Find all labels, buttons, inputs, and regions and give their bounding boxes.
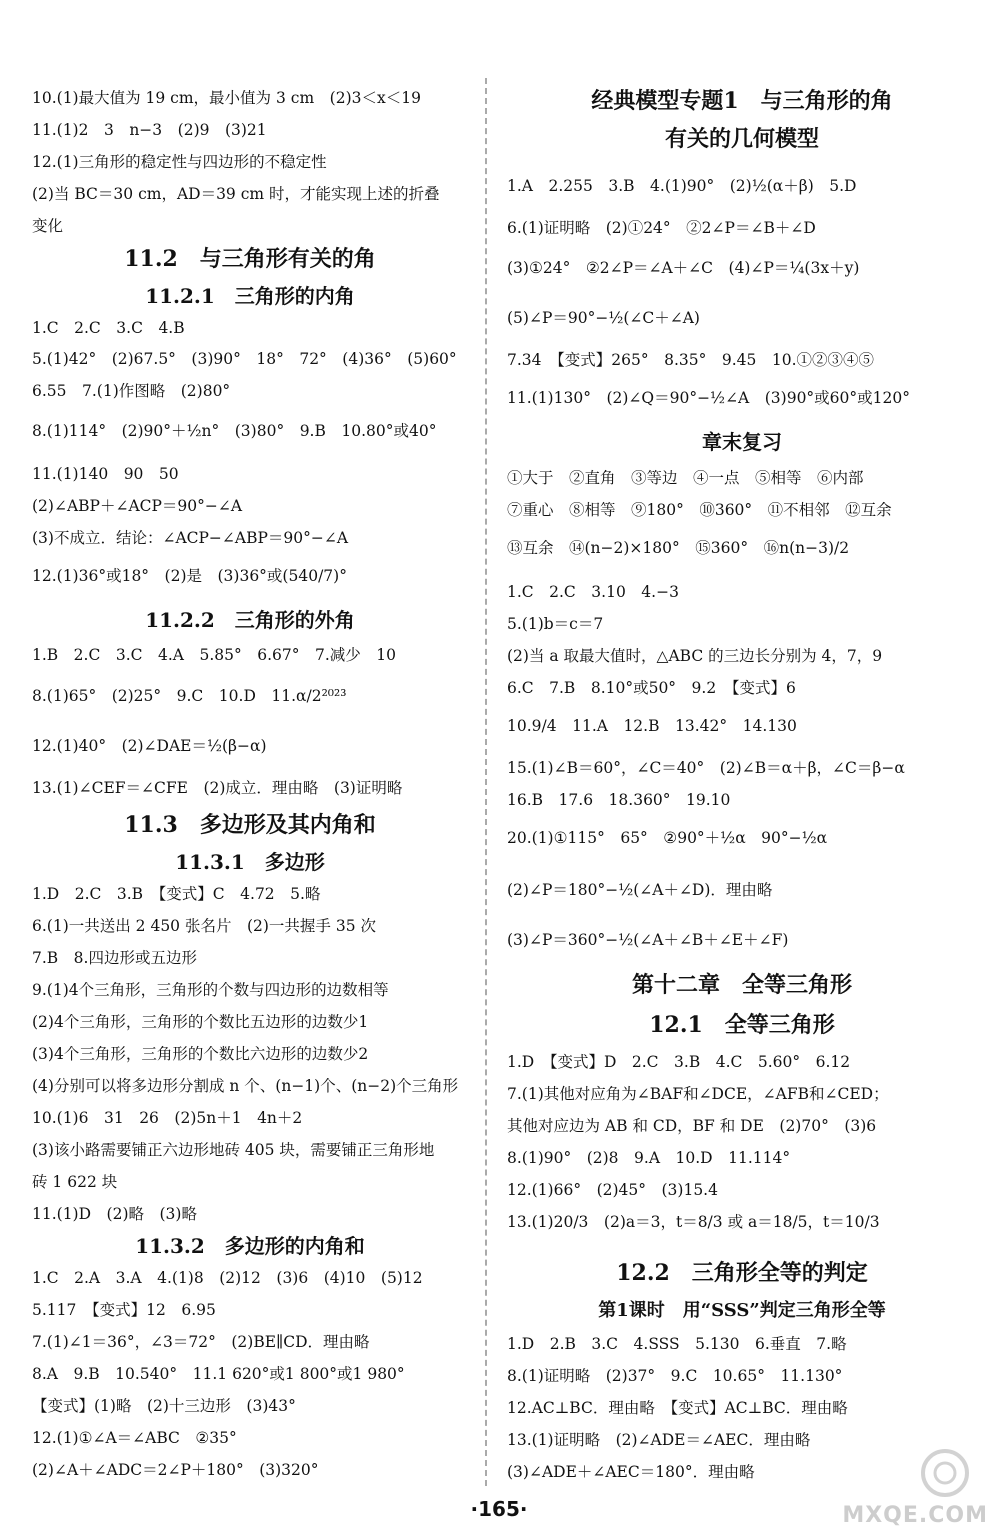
answer-line: 7.34 【变式】265° 8.35° 9.45 10.①②③④⑤ xyxy=(507,351,875,369)
answer-line: 7.B 8.四边形或五边形 xyxy=(32,949,197,967)
answer-line: 1.D 【变式】D 2.C 3.B 4.C 5.60° 6.12 xyxy=(507,1053,851,1071)
section-heading: 第1课时 用“SSS”判定三角形全等 xyxy=(598,1300,886,1321)
answer-line: 15.(1)∠B＝60°，∠C＝40° (2)∠B＝α＋β，∠C＝β−α xyxy=(507,759,905,777)
page-number: ·165· xyxy=(470,1497,528,1521)
answer-line: ⑦重心 ⑧相等 ⑨180° ⑩360° ⑪不相邻 ⑫互余 xyxy=(507,501,892,519)
answer-line: 1.D 2.B 3.C 4.SSS 5.130 6.垂直 7.略 xyxy=(507,1335,847,1353)
answer-line: (3)①24° ②2∠P＝∠A＋∠C (4)∠P＝¼(3x＋y) xyxy=(507,259,860,277)
answer-line: (3)4个三角形，三角形的个数比六边形的边数少2 xyxy=(32,1045,369,1063)
answer-line: 11.(1)D (2)略 (3)略 xyxy=(32,1205,197,1223)
answer-line: ⑬互余 ⑭(n−2)×180° ⑮360° ⑯n(n−3)/2 xyxy=(507,539,850,557)
answer-line: (3)该小路需要铺正六边形地砖 405 块，需要铺正三角形地 xyxy=(32,1141,435,1159)
answer-line: 变化 xyxy=(32,217,64,235)
answer-line: 9.(1)4个三角形，三角形的个数与四边形的边数相等 xyxy=(32,981,389,999)
answer-line: (2)∠P＝180°−½(∠A＋∠D)．理由略 xyxy=(507,881,773,899)
answer-line: (3)∠ADE＋∠AEC＝180°．理由略 xyxy=(507,1463,755,1481)
answer-line: (3)不成立．结论：∠ACP−∠ABP＝90°−∠A xyxy=(32,529,349,547)
answer-line: 7.(1)∠1＝36°，∠3＝72° (2)BE∥CD．理由略 xyxy=(32,1333,370,1351)
section-heading: 经典模型专题1 与三角形的角 xyxy=(591,88,893,114)
answer-line: 6.C 7.B 8.10°或50° 9.2 【变式】6 xyxy=(507,679,796,697)
answer-line: (4)分别可以将多边形分割成 n 个、(n−1)个、(n−2)个三角形 xyxy=(32,1077,459,1095)
answer-line: 10.(1)最大值为 19 cm，最小值为 3 cm (2)3＜x＜19 xyxy=(32,89,421,107)
column-divider xyxy=(485,78,487,1486)
answer-line: (2)4个三角形，三角形的个数比五边形的边数少1 xyxy=(32,1013,369,1031)
answer-line: (2)当 a 取最大值时，△ABC 的三边长分别为 4，7，9 xyxy=(507,647,883,665)
answer-line: 1.A 2.255 3.B 4.(1)90° (2)½(α＋β) 5.D xyxy=(507,177,857,195)
answer-line: 5.(1)b＝c＝7 xyxy=(507,615,604,633)
answer-line: 5.(1)42° (2)67.5° (3)90° 18° 72° (4)36° (5)60° xyxy=(32,350,457,368)
section-heading: 11.3.2 多边形的内角和 xyxy=(135,1234,365,1258)
answer-line: 8.(1)证明略 (2)37° 9.C 10.65° 11.130° xyxy=(507,1367,843,1385)
answer-line: (2)当 BC＝30 cm，AD＝39 cm 时，才能实现上述的折叠 xyxy=(32,185,440,203)
section-heading: 11.2 与三角形有关的角 xyxy=(124,246,376,272)
answer-line: 16.B 17.6 18.360° 19.10 xyxy=(507,791,731,809)
answer-line: 12.(1)40° (2)∠DAE＝½(β−α) xyxy=(32,737,267,755)
answer-line: 11.(1)130° (2)∠Q＝90°−½∠A (3)90°或60°或120° xyxy=(507,389,910,407)
answer-line: ①大于 ②直角 ③等边 ④一点 ⑤相等 ⑥内部 xyxy=(507,469,864,487)
answer-line: 11.(1)140 90 50 xyxy=(32,465,179,483)
answer-line: 13.(1)∠CEF＝∠CFE (2)成立．理由略 (3)证明略 xyxy=(32,779,403,797)
section-heading: 第十二章 全等三角形 xyxy=(631,972,852,998)
answer-line: 7.(1)其他对应角为∠BAF和∠DCE，∠AFB和∠CED； xyxy=(507,1085,889,1103)
answer-line: 6.55 7.(1)作图略 (2)80° xyxy=(32,382,231,400)
answer-line: 13.(1)证明略 (2)∠ADE＝∠AEC．理由略 xyxy=(507,1431,811,1449)
answer-line: 5.117 【变式】12 6.95 xyxy=(32,1301,216,1319)
answer-line: 【变式】(1)略 (2)十三边形 (3)43° xyxy=(32,1397,296,1415)
answer-line: 8.(1)90° (2)8 9.A 10.D 11.114° xyxy=(507,1149,791,1167)
answer-line: 8.A 9.B 10.540° 11.1 620°或1 800°或1 980° xyxy=(32,1365,405,1383)
answer-line: 11.(1)2 3 n−3 (2)9 (3)21 xyxy=(32,121,267,139)
section-heading: 12.2 三角形全等的判定 xyxy=(616,1260,868,1286)
answer-line: 8.(1)114° (2)90°＋½n° (3)80° 9.B 10.80°或40° xyxy=(32,422,437,440)
answer-line: 其他对应边为 AB 和 CD，BF 和 DE (2)70° (3)6 xyxy=(507,1117,877,1135)
answer-line: (5)∠P＝90°−½(∠C＋∠A) xyxy=(507,309,700,327)
answer-line: 6.(1)证明略 (2)①24° ②2∠P＝∠B＋∠D xyxy=(507,219,816,237)
answer-line: 8.(1)65° (2)25° 9.C 10.D 11.α/2²⁰²³ xyxy=(32,687,347,705)
answer-line: 12.(1)36°或18° (2)是 (3)36°或(540/7)° xyxy=(32,567,347,585)
section-heading: 12.1 全等三角形 xyxy=(649,1012,835,1038)
answer-line: 1.D 2.C 3.B 【变式】C 4.72 5.略 xyxy=(32,885,321,903)
answer-line: 12.(1)①∠A＝∠ABC ②35° xyxy=(32,1429,237,1447)
answer-line: 12.(1)三角形的稳定性与四边形的不稳定性 xyxy=(32,153,327,171)
answer-line: (2)∠ABP＋∠ACP＝90°−∠A xyxy=(32,497,243,515)
answer-line: 13.(1)20/3 (2)a＝3，t＝8/3 或 a＝18/5，t＝10/3 xyxy=(507,1213,880,1231)
watermark-logo-icon xyxy=(910,1448,980,1498)
section-heading: 章末复习 xyxy=(702,430,782,454)
answer-line: 12.(1)66° (2)45° (3)15.4 xyxy=(507,1181,718,1199)
answer-line: 1.C 2.C 3.10 4.−3 xyxy=(507,583,679,601)
answer-line: 20.(1)①115° 65° ②90°＋½α 90°−½α xyxy=(507,829,828,847)
section-heading: 11.2.2 三角形的外角 xyxy=(145,608,355,632)
answer-line: 1.C 2.C 3.C 4.B xyxy=(32,319,185,337)
answer-line: 12.AC⊥BC．理由略 【变式】AC⊥BC．理由略 xyxy=(507,1399,848,1417)
answer-line: (2)∠A＋∠ADC＝2∠P＋180° (3)320° xyxy=(32,1461,319,1479)
watermark xyxy=(818,1448,988,1528)
section-heading: 11.3.1 多边形 xyxy=(175,850,325,874)
answer-line: (3)∠P＝360°−½(∠A＋∠B＋∠E＋∠F) xyxy=(507,931,789,949)
section-heading: 有关的几何模型 xyxy=(664,126,819,152)
section-heading: 11.2.1 三角形的内角 xyxy=(145,284,355,308)
answer-line: 1.B 2.C 3.C 4.A 5.85° 6.67° 7.减少 10 xyxy=(32,646,396,664)
answer-line: 1.C 2.A 3.A 4.(1)8 (2)12 (3)6 (4)10 (5)12 xyxy=(32,1269,423,1287)
watermark-text: MXQE.COM xyxy=(842,1503,988,1528)
answer-line: 10.(1)6 31 26 (2)5n＋1 4n＋2 xyxy=(32,1109,303,1127)
section-heading: 11.3 多边形及其内角和 xyxy=(124,812,376,838)
answer-line: 砖 1 622 块 xyxy=(32,1173,118,1191)
answer-line: 10.9/4 11.A 12.B 13.42° 14.130 xyxy=(507,717,797,735)
answer-line: 6.(1)一共送出 2 450 张名片 (2)一共握手 35 次 xyxy=(32,917,377,935)
